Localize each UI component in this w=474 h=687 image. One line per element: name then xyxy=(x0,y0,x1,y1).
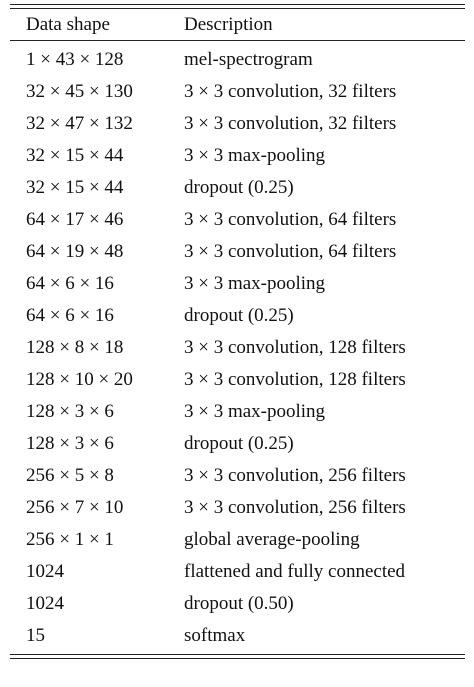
cell-data-shape: 1 × 43 × 128 xyxy=(26,49,124,70)
table-row xyxy=(10,364,465,396)
cell-description: 3 × 3 convolution, 32 filters xyxy=(184,81,397,102)
header-description: Description xyxy=(184,13,273,35)
cell-data-shape: 128 × 8 × 18 xyxy=(26,337,124,358)
cell-description: 3 × 3 convolution, 256 filters xyxy=(184,465,406,486)
cell-data-shape: 64 × 6 × 16 xyxy=(26,273,114,294)
cell-data-shape: 15 xyxy=(26,625,45,646)
cell-data-shape: 256 × 5 × 8 xyxy=(26,465,114,486)
cell-data-shape: 64 × 6 × 16 xyxy=(26,305,114,326)
table-row xyxy=(10,268,465,300)
table-row xyxy=(10,492,465,524)
cell-description: 3 × 3 convolution, 128 filters xyxy=(184,337,406,358)
table-row xyxy=(10,236,465,268)
cell-description: 3 × 3 max-pooling xyxy=(184,273,326,294)
cell-description: 3 × 3 convolution, 128 filters xyxy=(184,369,406,390)
cell-data-shape: 256 × 7 × 10 xyxy=(26,497,124,518)
cell-description: 3 × 3 convolution, 64 filters xyxy=(184,209,397,230)
cell-data-shape: 32 × 15 × 44 xyxy=(26,177,124,198)
table-row xyxy=(10,588,465,620)
cell-description: global average-pooling xyxy=(184,529,360,550)
cell-description: dropout (0.25) xyxy=(184,177,294,198)
table-row xyxy=(10,108,465,140)
cell-description: 3 × 3 convolution, 32 filters xyxy=(184,113,397,134)
cell-data-shape: 128 × 10 × 20 xyxy=(26,369,133,390)
header-data-shape: Data shape xyxy=(26,13,110,35)
table-row xyxy=(10,460,465,492)
table-row xyxy=(10,396,465,428)
cell-data-shape: 32 × 45 × 130 xyxy=(26,81,133,102)
table-row xyxy=(10,44,465,76)
cell-description: 3 × 3 convolution, 256 filters xyxy=(184,497,406,518)
table-row xyxy=(10,204,465,236)
table-row xyxy=(10,172,465,204)
cell-description: dropout (0.50) xyxy=(184,593,294,614)
cell-data-shape: 64 × 17 × 46 xyxy=(26,209,124,230)
table-bottom-rule xyxy=(10,654,465,659)
table-row xyxy=(10,332,465,364)
cell-description: flattened and fully connected xyxy=(184,561,406,582)
cell-data-shape: 64 × 19 × 48 xyxy=(26,241,124,262)
cell-description: softmax xyxy=(184,625,246,646)
table-header-row xyxy=(10,9,465,40)
cell-data-shape: 1024 xyxy=(26,593,64,614)
cell-description: dropout (0.25) xyxy=(184,305,294,326)
cell-data-shape: 32 × 15 × 44 xyxy=(26,145,124,166)
table-row xyxy=(10,620,465,652)
table-row xyxy=(10,556,465,588)
architecture-table xyxy=(10,0,465,659)
cell-data-shape: 1024 xyxy=(26,561,64,582)
table-body xyxy=(10,41,465,654)
cell-description: dropout (0.25) xyxy=(184,433,294,454)
cell-description: 3 × 3 convolution, 64 filters xyxy=(184,241,397,262)
table-row xyxy=(10,428,465,460)
table-row xyxy=(10,524,465,556)
cell-description: 3 × 3 max-pooling xyxy=(184,401,326,422)
cell-data-shape: 128 × 3 × 6 xyxy=(26,433,114,454)
cell-description: mel-spectrogram xyxy=(184,49,313,70)
cell-description: 3 × 3 max-pooling xyxy=(184,145,326,166)
cell-data-shape: 256 × 1 × 1 xyxy=(26,529,114,550)
cell-data-shape: 32 × 47 × 132 xyxy=(26,113,133,134)
cell-data-shape: 128 × 3 × 6 xyxy=(26,401,114,422)
table-row xyxy=(10,140,465,172)
table-row xyxy=(10,300,465,332)
table-row xyxy=(10,76,465,108)
